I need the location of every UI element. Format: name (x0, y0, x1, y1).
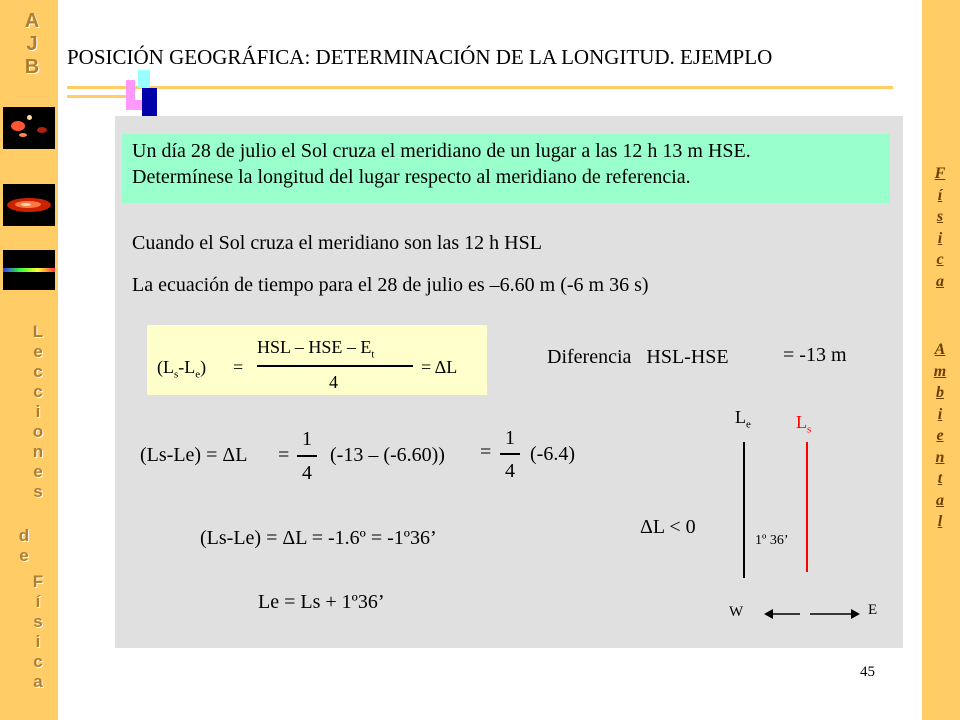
formula-sub: t (371, 348, 375, 361)
label-letter: F (934, 165, 946, 182)
sidebar-label-fisica-right[interactable] (922, 163, 958, 292)
calc-equals: = (278, 444, 290, 466)
formula-lhs (157, 357, 206, 381)
fraction-bar (500, 453, 520, 455)
label-letter: í (35, 592, 41, 611)
meridian-line-le (743, 442, 745, 578)
label-letter: c (33, 652, 43, 671)
slide-title: POSICIÓN GEOGRÁFICA: DETERMINACIÓN DE LA LONGITUD. EJEMPLO (67, 45, 773, 69)
calc-frac-den: 4 (302, 462, 312, 484)
label-letter: F (32, 572, 44, 591)
label-letter: d (18, 526, 30, 545)
sidebar-label-fisica (24, 572, 52, 692)
formula-denominator: 4 (329, 372, 338, 392)
label-main: L (796, 412, 807, 432)
sidebar-label-lecciones (24, 322, 52, 502)
label-letter: i (35, 402, 41, 421)
east-label: E (868, 602, 878, 618)
calc-paren: (-13 – (-6.60)) (330, 444, 445, 466)
thumbnail-image-3 (3, 250, 55, 290)
problem-line-1: Un día 28 de julio el Sol cruza el meridiano de un lugar a las 12 h 13 m HSE. (132, 140, 751, 162)
label-letter: c (33, 382, 43, 401)
label-le (735, 407, 751, 431)
formula-equals: = (233, 357, 244, 377)
label-letter: s (936, 208, 944, 225)
calc-frac-num: 1 (302, 428, 312, 450)
result: Le = Ls + 1º36’ (258, 591, 385, 613)
problem-line-2: Determínese la longitud del lugar respecto al meridiano de referencia. (132, 166, 691, 188)
label-main: L (735, 407, 746, 427)
label-letter: í (937, 186, 943, 204)
label-letter: n (935, 448, 945, 466)
title-underline (67, 86, 893, 89)
delta-l-text: ΔL < 0 (640, 516, 696, 538)
decorative-block (138, 70, 150, 88)
difference-label (547, 346, 729, 369)
label-sub: e (746, 418, 751, 431)
label-letter: a (33, 672, 43, 691)
label-letter: a (936, 491, 944, 509)
label-letter: o (32, 422, 44, 441)
calc-lhs: (Ls-Le) = ΔL (140, 444, 248, 466)
calc-paren-2: (-6.4) (530, 443, 575, 465)
solution-text-2: La ecuación de tiempo para el 28 de julio es –6.60 m (-6 m 36 s) (132, 274, 649, 296)
formula-sub: e (195, 368, 201, 381)
difference-word: Diferencia (547, 346, 632, 368)
ajb-logo (18, 10, 46, 79)
label-ls (796, 412, 811, 436)
calc-equals-2: = (480, 441, 492, 463)
formula-part: (L (157, 357, 174, 377)
calc-2: (Ls-Le) = ΔL = -1.6º = -1º36’ (200, 527, 437, 549)
ajb-letter: J (26, 33, 38, 55)
solution-text-1: Cuando el Sol cruza el meridiano son las 12 h HSL (132, 232, 542, 254)
formula-rhs: = ΔL (421, 357, 458, 377)
thumbnail-image-1 (3, 107, 55, 149)
label-letter: c (33, 362, 43, 381)
label-letter: s (33, 612, 43, 631)
label-letter: a (936, 272, 944, 290)
label-letter: m (933, 362, 947, 380)
label-letter: c (936, 251, 944, 268)
title-underline-short (67, 95, 135, 98)
label-letter: e (33, 462, 43, 481)
sidebar-label-de (10, 526, 38, 566)
sidebar-label-ambiental[interactable] (922, 339, 958, 533)
thumbnail-image-2 (3, 184, 55, 226)
label-letter: e (33, 342, 43, 361)
calc-frac2-den: 4 (505, 460, 515, 482)
formula-box (147, 325, 487, 395)
label-letter: i (937, 229, 943, 247)
label-letter: b (936, 384, 944, 401)
label-letter: A (934, 341, 946, 358)
formula-part: HSL – HSE – E (257, 337, 372, 357)
label-letter: s (33, 482, 43, 501)
formula-sub: s (174, 368, 179, 381)
west-label: W (729, 604, 744, 620)
difference-expr: HSL-HSE (646, 346, 729, 368)
formula-numerator (257, 337, 374, 361)
formula-part: ) (200, 357, 207, 377)
decorative-block (142, 88, 157, 118)
angle-text: 1º 36’ (755, 533, 789, 548)
fraction-bar (297, 455, 317, 457)
fraction-bar (257, 365, 413, 367)
label-sub: s (807, 423, 812, 436)
label-letter: i (937, 405, 943, 423)
ajb-letter: B (24, 56, 40, 78)
label-letter: l (937, 513, 943, 530)
ajb-letter: A (24, 10, 40, 32)
label-letter: e (19, 546, 29, 565)
label-letter: e (936, 427, 944, 444)
page-number: 45 (860, 664, 875, 680)
label-letter: L (32, 322, 44, 341)
formula-part: -L (178, 357, 196, 377)
problem-statement (122, 134, 890, 203)
meridian-line-ls (806, 442, 808, 572)
direction-arrows-icon (764, 606, 860, 622)
label-letter: t (937, 470, 943, 487)
calc-frac2-num: 1 (505, 427, 515, 449)
label-letter: i (35, 632, 41, 651)
label-letter: n (32, 442, 44, 461)
difference-value: = -13 m (783, 344, 847, 366)
